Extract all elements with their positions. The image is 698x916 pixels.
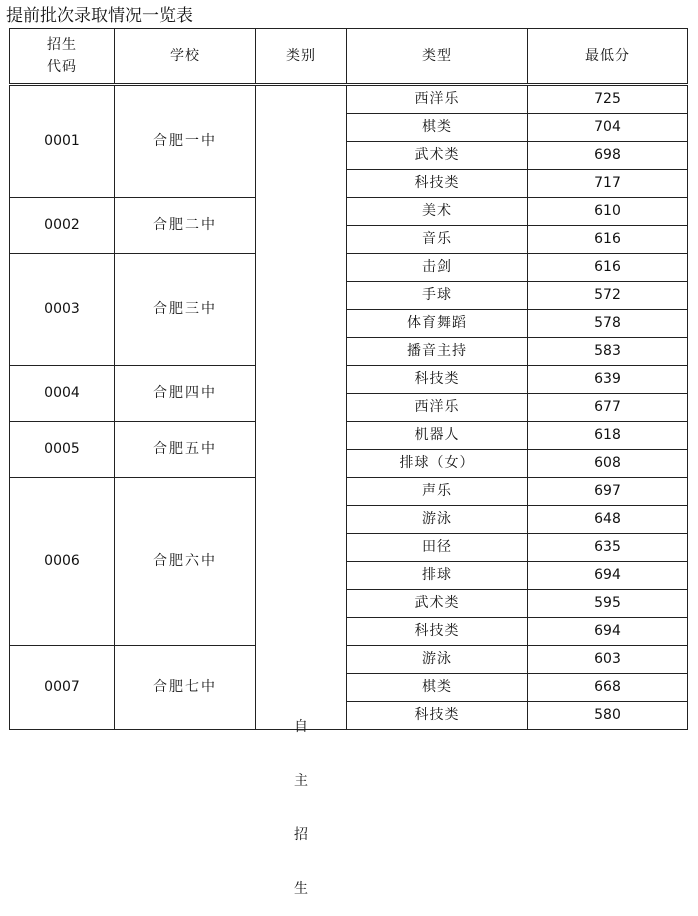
type-cell: 体育舞蹈 [347,310,528,338]
min-score-cell: 580 [528,702,688,730]
table-row [10,646,688,674]
min-score-cell: 572 [528,282,688,310]
school-name-cell: 合肥二中 [115,198,256,254]
school-name-cell: 合肥五中 [115,422,256,478]
min-score-cell: 677 [528,394,688,422]
table-row [10,422,688,450]
min-score-cell: 583 [528,338,688,366]
category-char: 主 [294,772,308,789]
min-score-cell: 694 [528,562,688,590]
school-code-cell: 0002 [10,198,115,254]
school-name-cell: 合肥四中 [115,366,256,422]
table-row [10,198,688,226]
min-score-cell: 616 [528,254,688,282]
min-score-cell: 608 [528,450,688,478]
school-code-cell: 0001 [10,85,115,198]
min-score-cell: 578 [528,310,688,338]
min-score-cell: 694 [528,618,688,646]
school-code-cell: 0005 [10,422,115,478]
min-score-cell: 648 [528,506,688,534]
min-score-cell: 595 [528,590,688,618]
type-cell: 棋类 [347,114,528,142]
school-code-cell: 0004 [10,366,115,422]
school-code-cell: 0007 [10,646,115,730]
school-name-cell: 合肥六中 [115,478,256,646]
school-name-cell: 合肥一中 [115,85,256,198]
min-score-cell: 610 [528,198,688,226]
header-code-line2: 代码 [47,59,77,75]
table-row [10,366,688,394]
type-cell: 科技类 [347,170,528,198]
min-score-cell: 668 [528,674,688,702]
type-cell: 棋类 [347,674,528,702]
type-cell: 田径 [347,534,528,562]
min-score-cell: 618 [528,422,688,450]
school-code-cell: 0003 [10,254,115,366]
type-cell: 音乐 [347,226,528,254]
min-score-cell: 616 [528,226,688,254]
header-code [10,29,115,85]
min-score-cell: 603 [528,646,688,674]
category-text [256,700,346,916]
table-header-row [10,29,688,85]
category-cell [256,85,347,897]
table-row [10,85,688,114]
table-row [10,254,688,282]
type-cell: 美术 [347,198,528,226]
category-char: 生 [294,880,308,897]
type-cell: 声乐 [347,478,528,506]
table-row [10,478,688,506]
type-cell: 游泳 [347,506,528,534]
header-school: 学校 [115,29,256,85]
type-cell: 击剑 [347,254,528,282]
category-char: 招 [294,826,308,843]
school-code-cell: 0006 [10,478,115,646]
header-code-line1: 招生 [47,37,77,53]
type-cell: 武术类 [347,590,528,618]
type-cell: 西洋乐 [347,394,528,422]
min-score-cell: 697 [528,478,688,506]
min-score-cell: 639 [528,366,688,394]
type-cell: 游泳 [347,646,528,674]
admissions-table [9,28,688,897]
min-score-cell: 698 [528,142,688,170]
page-title: 提前批次录取情况一览表 [6,6,193,26]
min-score-cell: 635 [528,534,688,562]
table-body [10,85,688,897]
header-type: 类型 [347,29,528,85]
min-score-cell: 704 [528,114,688,142]
header-min-score: 最低分 [528,29,688,85]
type-cell: 科技类 [347,618,528,646]
type-cell: 排球 [347,562,528,590]
header-category: 类别 [256,29,347,85]
type-cell: 武术类 [347,142,528,170]
type-cell: 机器人 [347,422,528,450]
min-score-cell: 717 [528,170,688,198]
category-char: 自 [294,718,308,735]
school-name-cell: 合肥三中 [115,254,256,366]
type-cell: 科技类 [347,702,528,730]
min-score-cell: 725 [528,85,688,114]
type-cell: 播音主持 [347,338,528,366]
type-cell: 西洋乐 [347,85,528,114]
type-cell: 排球（女） [347,450,528,478]
school-name-cell: 合肥七中 [115,646,256,730]
type-cell: 手球 [347,282,528,310]
type-cell: 科技类 [347,366,528,394]
